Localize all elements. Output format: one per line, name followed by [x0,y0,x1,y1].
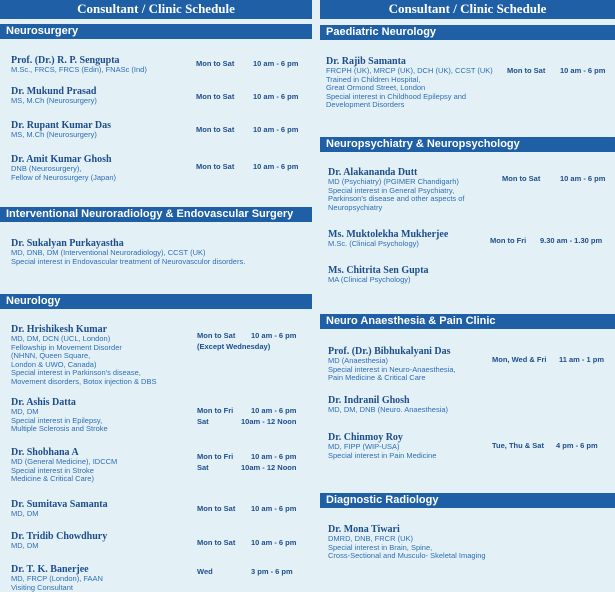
paediatric-neurology-heading: Paediatric Neurology [320,25,615,40]
doctor-entry [0,324,312,386]
schedule-time: 4 pm - 6 pm [556,441,598,450]
doctor-details: (NHNN, Queen Square, [11,351,91,360]
doctor-details: MD, DNB, DM (Interventional Neuroradiology), CCST (UK) [11,248,206,257]
doctor-details: DMRD, DNB, FRCR (UK) [328,534,413,543]
doctor-name: Dr. Tridib Chowdhury [11,531,108,542]
neurosurgery-heading: Neurosurgery [0,24,312,39]
doctor-name: Dr. Chinmoy Roy [328,432,403,443]
schedule-days: Mon to Sat [197,538,236,547]
schedule-days: Mon to Sat [197,331,236,340]
schedule-time: 3 pm - 6 pm [251,567,293,576]
doctor-name: Prof. (Dr.) R. P. Sengupta [11,55,120,66]
doctor-entry [0,564,312,592]
doctor-entry [320,265,615,285]
schedule-days: Mon to Sat [196,162,235,171]
schedule-time: 10am - 12 Noon [241,417,297,426]
doctor-entry [320,229,615,249]
doctor-details: Special interest in Stroke [11,465,94,475]
doctor-name: Dr. T. K. Banerjee [11,564,89,575]
schedule-time: 10 am - 6 pm [253,125,299,134]
doctor-details: Pain Medicine & Critical Care [328,373,426,382]
doctor-entry [0,397,312,434]
doctor-entry [320,395,615,415]
right-column-title: Consultant / Clinic Schedule [320,0,615,19]
schedule-days: Mon to Fri [197,406,234,415]
schedule-time: 10am - 12 Noon [241,463,297,472]
doctor-details: MD, DM [11,407,39,416]
schedule-time: 11 am - 1 pm [559,355,605,364]
doctor-entry [0,86,312,106]
schedule-days: Wed [197,567,213,576]
doctor-entry [0,120,312,140]
doctor-details: MA (Clinical Psychology) [328,275,411,284]
doctor-entry [0,531,312,551]
doctor-details: Special interest in Childhood Epilepsy and [326,91,467,101]
schedule-time: 10 am - 6 pm [251,504,297,513]
doctor-details: Special interest in Pain Medicine [328,450,437,460]
doctor-details: Special interest in Endovascular treatment of Neurovasculor disorders. [11,256,246,266]
schedule-days: Tue, Thu & Sat [492,441,544,450]
doctor-entry [320,346,615,383]
doctor-name: Dr. Indranil Ghosh [328,395,410,406]
doctor-details: Medicine & Critical Care) [11,474,94,483]
doctor-details: MS, M.Ch (Neurosurgery) [11,130,97,139]
doctor-name: Ms. Muktolekha Mukherjee [328,229,449,240]
doctor-details: M.Sc. (Clinical Psychology) [328,239,419,248]
schedule-days: Mon to Sat [507,66,546,75]
schedule-days: Mon to Sat [196,125,235,134]
doctor-details: Development Disorders [326,100,405,109]
doctor-details: Parkinson's disease and other aspects of [328,194,465,203]
doctor-details: Fellowship in Movement Disorder [11,342,122,352]
schedule-days: Mon to Sat [196,92,235,101]
doctor-details: Visiting Consultant [11,582,73,592]
doctor-details: Trained in Children Hospital, [326,74,421,84]
doctor-details: Great Ormond Street, London [326,83,426,92]
doctor-details: Special interest in General Psychiatry, [328,185,455,195]
schedule-time: 10 am - 6 pm [253,92,299,101]
schedule-days: Mon to Sat [197,504,236,513]
schedule-time: 10 am - 6 pm [253,162,299,171]
doctor-details: FRCPH (UK), MRCP (UK), DCH (UK), CCST (UK) [326,66,493,75]
doctor-entry [320,167,615,212]
doctor-details: MD, FIPP (WIP-USA) [328,442,400,451]
doctor-entry [0,499,312,519]
doctor-name: Dr. Alakananda Dutt [328,167,418,178]
doctor-name: Dr. Sukalyan Purkayastha [11,238,124,249]
doctor-details: Special interest in Brain, Spine, [328,542,433,552]
doctor-name: Dr. Amit Kumar Ghosh [11,154,112,165]
doctor-name: Dr. Ashis Datta [11,397,76,408]
schedule-days: Sat [197,463,209,472]
doctor-details: MD (Anaesthesia) [328,356,389,365]
doctor-details: MD (General Medicine), IDCCM [11,457,118,466]
doctor-details: Special interest in Epilepsy, [11,415,103,425]
doctor-entry [320,56,615,110]
doctor-details: MD, FRCP (London), FAAN [11,574,103,583]
schedule-time: 10 am - 6 pm [251,452,297,461]
doctor-details: Cross-Sectional and Musculo- Skeletal Imaging [328,551,486,560]
doctor-entry [0,55,312,75]
right-column [320,0,615,592]
doctor-details: MD (Psychiatry) (PGIMER Chandigarh) [328,177,459,186]
neuro-anaesthesia-heading: Neuro Anaesthesia & Pain Clinic [320,314,615,329]
schedule-days: (Except Wednesday) [197,342,271,351]
schedule-time: 10 am - 6 pm [251,538,297,547]
doctor-details: MD, DM, DNB (Neuro. Anaesthesia) [328,405,449,414]
doctor-details: Fellow of Neurosurgery (Japan) [11,172,117,182]
schedule-days: Mon to Fri [197,452,234,461]
doctor-name: Dr. Shobhana A [11,447,79,458]
left-column-title: Consultant / Clinic Schedule [0,0,312,19]
schedule-time: 10 am - 6 pm [251,406,297,415]
doctor-entry [320,432,615,460]
doctor-details: Movement disorders, Botox injection & DBS [11,376,157,386]
doctor-name: Dr. Hrishikesh Kumar [11,324,108,335]
doctor-details: MD, DM [11,509,39,518]
schedule-days: Mon to Sat [502,174,541,183]
doctor-details: Special interest in Parkinson's disease, [11,368,141,377]
doctor-details: Neuropsychiatry [328,202,383,212]
schedule-time: 10 am - 6 pm [560,174,606,183]
schedule-time: 10 am - 6 pm [253,59,299,68]
doctor-details: DNB (Neurosurgery), [11,164,82,173]
doctor-name: Ms. Chitrita Sen Gupta [328,265,429,276]
doctor-entry [0,238,312,266]
doctor-details: M.Sc., FRCS, FRCS (Edin), FNASc (Ind) [11,65,147,74]
doctor-details: Special interest in Neuro-Anaesthesia, [328,364,456,374]
doctor-name: Dr. Mukund Prasad [11,86,97,97]
doctor-name: Prof. (Dr.) Bibhukalyani Das [328,346,451,357]
doctor-name: Dr. Rajib Samanta [326,56,406,67]
doctor-details: MD, DM [11,541,39,550]
doctor-details: London & UWO, Canada) [11,359,97,369]
schedule-days: Mon to Sat [196,59,235,68]
schedule-days: Sat [197,417,209,426]
schedule-time: 10 am - 6 pm [251,331,297,340]
neuroradiology-heading: Interventional Neuroradiology & Endovascular Surgery [0,207,312,222]
diagnostic-radiology-heading: Diagnostic Radiology [320,493,615,508]
neuropsychiatry-heading: Neuropsychiatry & Neuropsychology [320,137,615,152]
doctor-details: Multiple Sclerosis and Stroke [11,424,108,433]
doctor-name: Dr. Mona Tiwari [328,524,400,535]
doctor-details: MS, M.Ch (Neurosurgery) [11,96,97,105]
neurology-heading: Neurology [0,294,312,309]
doctor-entry [0,154,312,182]
schedule-days: Mon, Wed & Fri [492,355,547,364]
doctor-name: Dr. Rupant Kumar Das [11,120,112,131]
schedule-time: 10 am - 6 pm [560,66,606,75]
doctor-name: Dr. Sumitava Samanta [11,499,108,510]
schedule-time: 9.30 am - 1.30 pm [540,236,603,245]
doctor-details: MD, DM, DCN (UCL, London) [11,334,111,343]
doctor-entry [0,447,312,484]
doctor-entry [320,524,615,561]
schedule-days: Mon to Fri [490,236,527,245]
